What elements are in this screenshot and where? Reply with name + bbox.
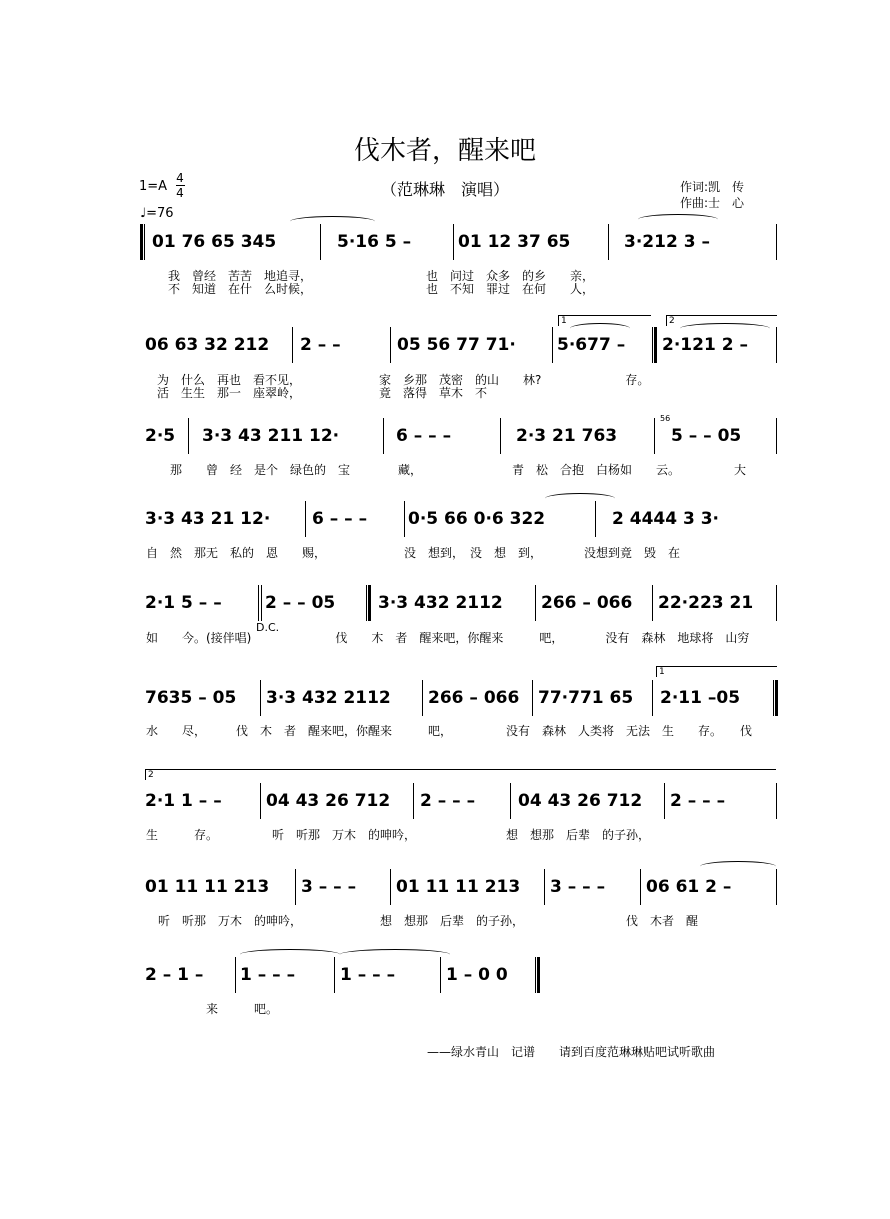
dc-marking: D.C. — [256, 621, 280, 634]
lyric-line: 如 今。(接伴唱) 伐 木 者 醒来吧，你醒来 吧， 没有 森林 地球将 山穷 — [146, 631, 750, 645]
measure: 6 – – – — [396, 426, 452, 446]
measure: 77·771 65 — [538, 688, 634, 708]
double-barline — [258, 585, 262, 621]
score-row-5 — [140, 585, 780, 634]
repeat-end-barline — [652, 327, 657, 363]
volta-second: 2 — [666, 315, 777, 326]
repeat-start-barline — [140, 224, 145, 260]
measure: 0·5 66 0·6 322 — [408, 509, 546, 529]
lyric-line: 听 听那 万木 的呻吟， 想 想那 后辈 的子孙， 伐 木者 醒 — [158, 914, 699, 928]
composer-credit: 作曲:士 心 — [680, 196, 745, 210]
measure: 2 – 1 – — [145, 965, 204, 985]
measure: 2·1 5 – – — [145, 593, 222, 613]
measure: 2·11 –05 — [660, 688, 741, 708]
measure: 2 – – – — [420, 791, 476, 811]
measure: 04 43 26 712 — [518, 791, 643, 811]
measure: 6 – – – — [312, 509, 368, 529]
measure: 01 11 11 213 — [396, 877, 521, 897]
measure: 2·121 2 – — [662, 335, 748, 355]
repeat-barline — [366, 585, 371, 621]
measure: 266 – 066 — [541, 593, 633, 613]
measure: 1 – – – — [340, 965, 396, 985]
measure: 2 4444 3 3· — [612, 509, 720, 529]
measure: 01 12 37 65 — [458, 232, 571, 252]
measure: 01 11 11 213 — [145, 877, 270, 897]
song-title: 伐木者，醒来吧 — [353, 136, 536, 166]
score-row-1 — [140, 224, 780, 260]
measure: 5 – – 05 — [671, 426, 742, 446]
score-row-3 — [140, 414, 780, 454]
final-barline — [535, 957, 540, 993]
measure: 06 63 32 212 — [145, 335, 270, 355]
score-row-6 — [140, 667, 780, 716]
tempo-marking: ♩=76 — [140, 206, 174, 221]
measure: 2·3 21 763 — [516, 426, 618, 446]
score-row-9 — [140, 957, 780, 993]
lyric-line: 水 尽， 伐 木 者 醒来吧，你醒来 吧， 没有 森林 人类将 无法 生 存。 伐 — [146, 724, 753, 738]
measure: 3·3 43 21 12· — [145, 509, 271, 529]
lyric-line: 自 然 那无 私的 恩 赐， 没 想到， 没 想 到， 没想到竟 毁 在 — [146, 546, 681, 560]
measure: 04 43 26 712 — [266, 791, 391, 811]
score-row-7 — [140, 770, 780, 819]
measure: 3 – – – — [301, 877, 357, 897]
time-signature — [175, 171, 185, 200]
score-row-8 — [140, 869, 780, 905]
lyricist-credit: 作词:凯 传 — [680, 180, 745, 194]
volta-first: 1 — [558, 315, 651, 326]
measure: 3 – – – — [550, 877, 606, 897]
measure: 2·1 1 – – — [145, 791, 222, 811]
measure: 01 76 65 345 — [152, 232, 277, 252]
measure: 2 – – — [300, 335, 341, 355]
score-row-2 — [140, 316, 780, 363]
fermata-mark: 56 — [660, 414, 671, 423]
transcriber-note: ——绿水青山 记谱 请到百度范琳琳贴吧试听歌曲 — [427, 1045, 716, 1059]
measure: 7635 – 05 — [145, 688, 237, 708]
repeat-end-barline — [773, 680, 778, 716]
lyric-line: 生 存。 听 听那 万木 的呻吟， 想 想那 后辈 的子孙， — [146, 828, 651, 842]
measure: 2·5 — [145, 426, 176, 446]
singer-credit: （范琳琳 演唱） — [380, 180, 509, 199]
key-signature: 1=A — [139, 179, 168, 194]
measure: 5·677 – — [557, 335, 626, 355]
measure: 3·212 3 – — [624, 232, 710, 252]
lyric-verse-2: 不 知道 在什 么时候， 也 不知 罪过 在何 人， — [168, 282, 595, 296]
lyric-line: 来 吧。 — [146, 1002, 279, 1016]
time-sig-top: 4 — [176, 171, 184, 185]
measure: 06 61 2 – — [646, 877, 732, 897]
lyric-verse-1: 我 曾经 苦苦 地追寻， 也 问过 众多 的乡 亲， — [168, 269, 595, 283]
lyric-verse-1: 为 什么 再也 看不见， 家 乡那 茂密 的山 林? 存。 — [157, 373, 650, 387]
measure: 3·3 43 211 12· — [202, 426, 340, 446]
measure: 3·3 432 2112 — [266, 688, 391, 708]
time-sig-bottom: 4 — [176, 186, 184, 200]
volta-first: 1 — [656, 666, 777, 677]
measure: 2 – – 05 — [265, 593, 336, 613]
measure: 5·16 5 – — [337, 232, 412, 252]
measure: 05 56 77 71· — [397, 335, 516, 355]
measure: 1 – – – — [240, 965, 296, 985]
lyric-verse-2: 活 生生 那一 座翠岭， 竟 落得 草木 不 — [157, 386, 488, 400]
measure: 1 – 0 0 — [446, 965, 508, 985]
measure: 266 – 066 — [428, 688, 520, 708]
measure: 2 – – – — [670, 791, 726, 811]
measure: 3·3 432 2112 — [378, 593, 503, 613]
score-row-4 — [140, 501, 780, 537]
lyric-line: 那 曾 经 是个 绿色的 宝 藏， 青 松 合抱 白杨如 云。 大 — [170, 463, 747, 477]
volta-second: 2 — [145, 769, 776, 780]
measure: 22·223 21 — [658, 593, 754, 613]
